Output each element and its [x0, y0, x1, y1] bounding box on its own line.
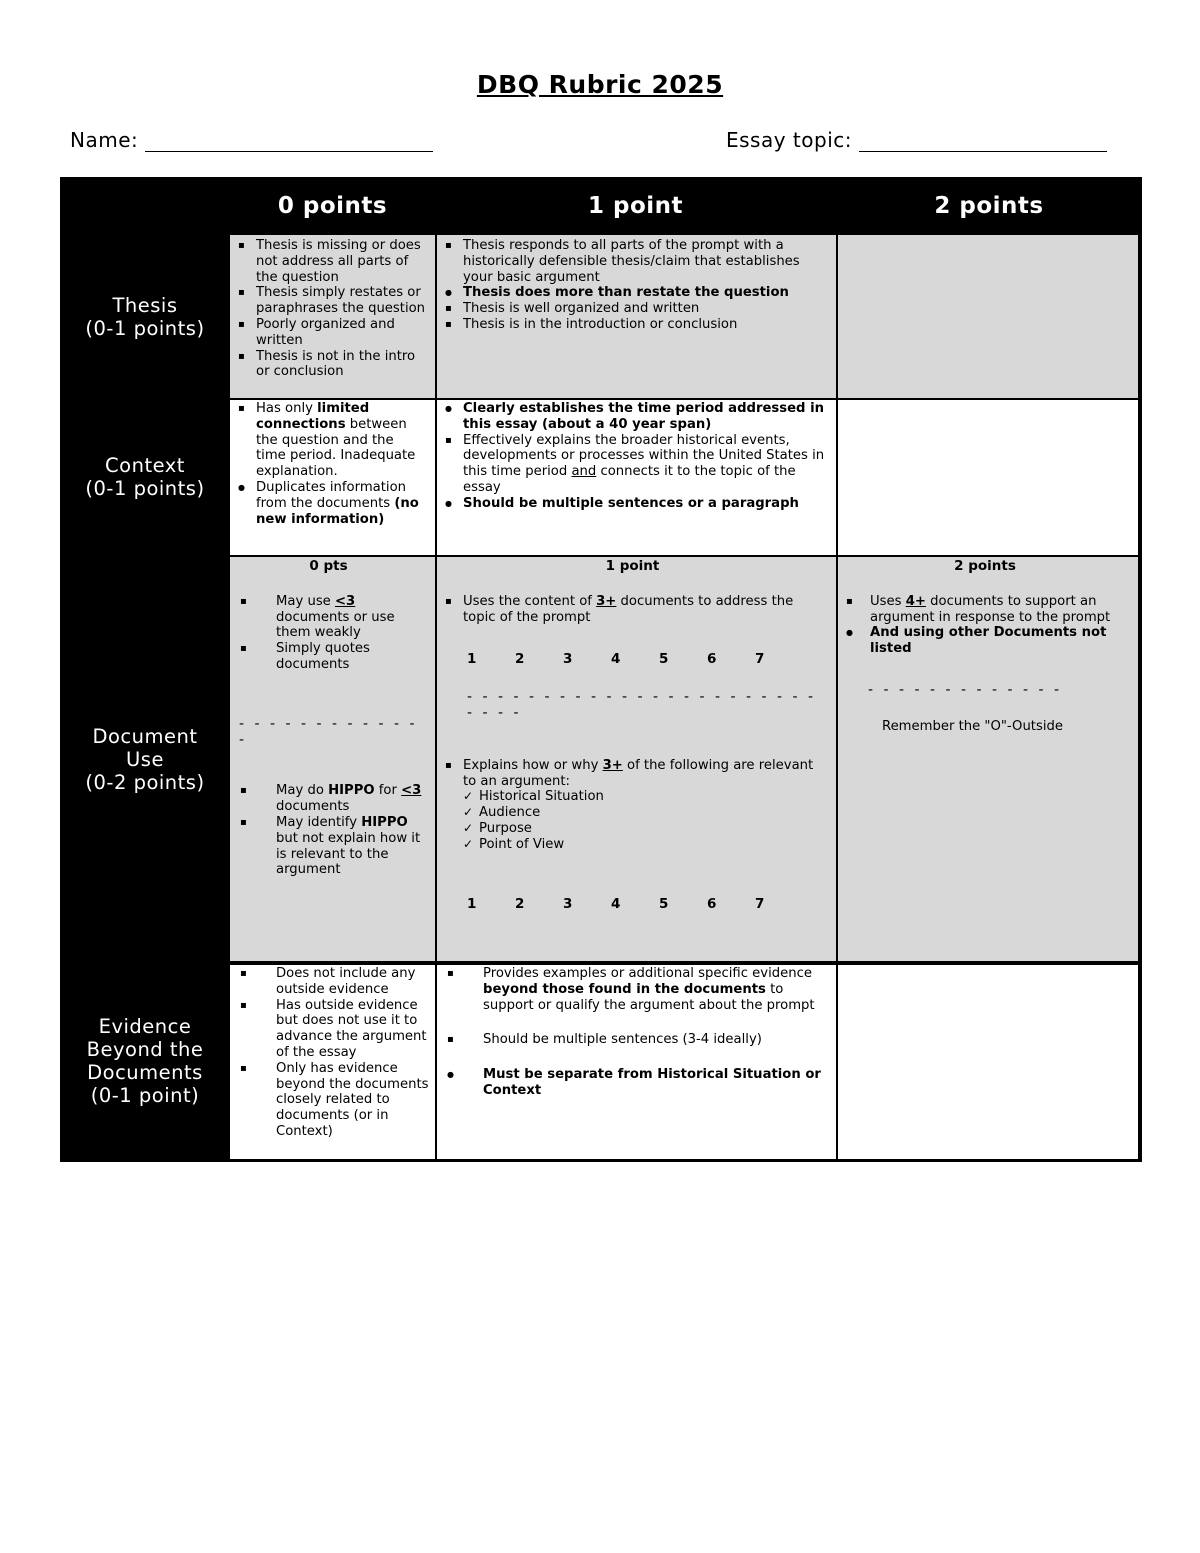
context-2-points-cell	[838, 400, 1138, 555]
document-number[interactable]: 7	[755, 651, 765, 668]
document-number[interactable]: 3	[563, 895, 573, 912]
document-number[interactable]: 4	[611, 651, 621, 668]
list-item: ▪ Has only limited connections between the question and the time period. Inadequate explanation.	[230, 401, 427, 480]
header-2-points: 2 points	[934, 193, 1044, 219]
document-number[interactable]: 5	[659, 651, 669, 668]
list-item: ▪ Poorly organized and written	[230, 317, 427, 349]
list-item: ▪ Thesis is well organized and written	[437, 301, 828, 317]
list-item: ▪ May do HIPPO for <3 documents	[230, 783, 427, 815]
list-item: ▪ Thesis simply restates or paraphrases the question	[230, 285, 427, 317]
row-label-context	[60, 398, 230, 555]
check-item: ✓ Purpose	[437, 821, 828, 837]
list-item: ▪ Explains how or why 3+ of the following are relevant to an argument:	[437, 758, 828, 790]
row-label-document-use: Document Use (0-2 points)	[85, 724, 205, 794]
divider-dashes: - - - - - - - - - - - - -	[239, 715, 418, 748]
subheader-1-point: 1 point	[605, 558, 660, 574]
thesis-0-points-cell	[230, 235, 435, 398]
list-item: ▪ Uses the content of 3+ documents to address the topic of the prompt	[437, 594, 828, 626]
list-item: ▪ Has outside evidence but does not use it to advance the argument of the essay	[230, 998, 429, 1061]
list-item: ● And using other Documents not listed	[838, 625, 1132, 657]
page-title: DBQ Rubric 2025	[476, 70, 724, 99]
document-number[interactable]: 4	[611, 895, 621, 912]
name-blank-line[interactable]	[145, 133, 433, 152]
document-number[interactable]: 7	[755, 895, 765, 912]
document-number[interactable]: 2	[515, 895, 525, 912]
document-number[interactable]: 1	[467, 651, 477, 668]
context-0-points-cell	[230, 400, 435, 555]
list-item: ▪ Effectively explains the broader historical events, developments or processes within the United States in this time period and connects it to the topic of the essay	[437, 433, 828, 496]
check-item: ✓ Historical Situation	[437, 789, 828, 805]
divider-dashes: - - - - - - - - - - - - -	[868, 681, 1063, 698]
list-item: ● Duplicates information from the documents (no new information)	[230, 480, 427, 527]
document-use-label: Document	[92, 724, 198, 748]
document-number[interactable]: 3	[563, 651, 573, 668]
evidence-points: (0-1 point)	[90, 1084, 200, 1107]
subheader-2-points: 2 points	[954, 558, 1016, 574]
document-number-checklist-2	[467, 897, 828, 913]
list-item: ▪ Thesis is not in the intro or conclusion	[230, 349, 427, 381]
list-item: ▪ Thesis is in the introduction or conclusion	[437, 317, 828, 333]
list-item: ● Should be multiple sentences or a paragraph	[437, 496, 828, 512]
list-item: ▪ Thesis is missing or does not address all parts of the question	[230, 238, 427, 285]
document-number-checklist-1	[467, 652, 828, 668]
evidence-2-points-cell	[838, 965, 1138, 1159]
check-item: ✓ Point of View	[437, 837, 828, 853]
list-item: ▪ Provides examples or additional specific evidence beyond those found in the documents to support or qualify the argument about the prompt	[437, 966, 828, 1013]
document-number[interactable]: 6	[707, 651, 717, 668]
divider-dashes: - - - - - - - - - - - - - - - - - - - - - - - - - - -	[467, 689, 817, 721]
context-label: Context	[105, 453, 185, 477]
list-item: ▪ Does not include any outside evidence	[230, 966, 429, 998]
row-label-evidence: Evidence Beyond the Documents (0-1 point)	[86, 1015, 204, 1107]
document-1-point-cell	[437, 557, 836, 961]
document-2-points-cell	[838, 557, 1138, 961]
document-number[interactable]: 2	[515, 651, 525, 668]
document-number[interactable]: 1	[467, 895, 477, 912]
document-0-points-cell	[230, 557, 435, 961]
thesis-label: Thesis	[112, 293, 178, 317]
thesis-2-points-cell	[838, 235, 1138, 398]
row-label-thesis	[60, 235, 230, 398]
list-item: ▪ Simply quotes documents	[230, 641, 427, 673]
list-item: ▪ Only has evidence beyond the documents closely related to documents (or in Context)	[230, 1061, 429, 1140]
context-1-point-cell	[437, 400, 836, 555]
thesis-points: (0-1 points)	[85, 316, 205, 340]
name-label: Name:	[70, 128, 139, 152]
thesis-1-point-cell	[437, 235, 836, 398]
document-number[interactable]: 6	[707, 895, 717, 912]
essay-topic-field[interactable]	[726, 128, 1107, 152]
subheader-0-pts: 0 pts	[309, 558, 348, 574]
outside-reminder: Remember the "O"-Outside	[882, 718, 1063, 734]
list-item: ▪ May identify HIPPO but not explain how it is relevant to the argument	[230, 815, 427, 878]
header-0-points: 0 points	[277, 193, 388, 219]
list-item: ▪ Uses 4+ documents to support an argument in response to the prompt	[838, 594, 1132, 626]
list-item: ● Must be separate from Historical Situation or Context	[437, 1067, 828, 1099]
header-1-point: 1 point	[587, 193, 684, 219]
list-item: ▪ May use <3 documents or use them weakly	[230, 594, 427, 641]
evidence-1-point-cell	[437, 965, 836, 1159]
name-field[interactable]	[70, 128, 433, 152]
essay-topic-label: Essay topic:	[726, 128, 852, 152]
document-number[interactable]: 5	[659, 895, 669, 912]
list-item: ● Thesis does more than restate the question	[437, 285, 828, 301]
list-item: ▪ Thesis responds to all parts of the prompt with a historically defensible thesis/claim that establishes your basic argument	[437, 238, 828, 285]
context-points: (0-1 points)	[85, 476, 205, 500]
evidence-label: Evidence	[98, 1015, 192, 1038]
essay-topic-blank-line[interactable]	[859, 133, 1107, 152]
list-item: ▪ Should be multiple sentences (3-4 ideally)	[437, 1032, 828, 1048]
document-use-points: (0-2 points)	[85, 770, 205, 794]
check-item: ✓ Audience	[437, 805, 828, 821]
rubric-table	[60, 177, 1142, 1162]
evidence-0-points-cell	[230, 965, 435, 1159]
list-item: ● Clearly establishes the time period addressed in this essay (about a 40 year span)	[437, 401, 828, 433]
